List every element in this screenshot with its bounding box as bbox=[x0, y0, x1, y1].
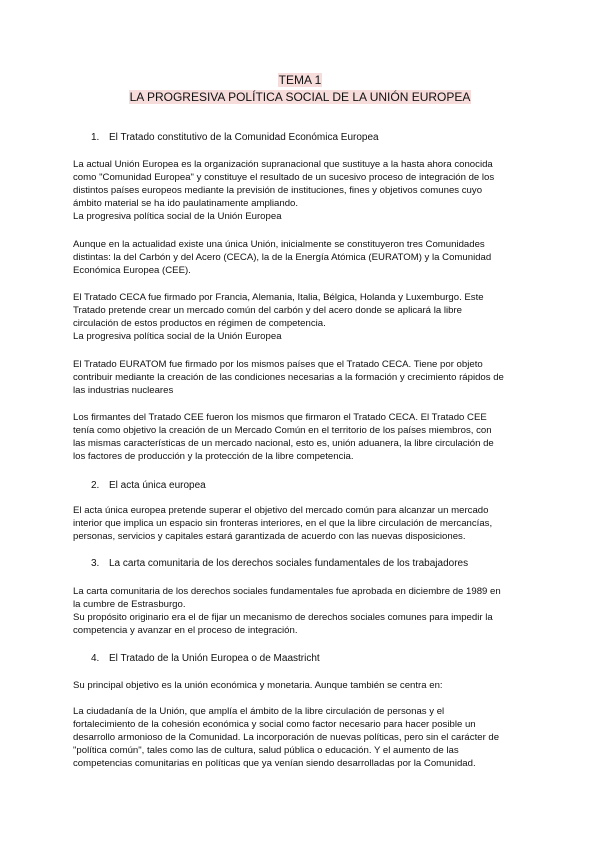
tema-label: TEMA 1 bbox=[278, 73, 322, 87]
text-line: distintas: la del Carbón y del Acero (CECA), la de la Energía Atómica (EURATOM) y la Comunidad bbox=[73, 252, 492, 263]
section-number: 4. bbox=[91, 653, 100, 664]
paragraph-7 bbox=[73, 585, 533, 637]
paragraph-4 bbox=[73, 358, 533, 397]
tema-heading bbox=[0, 72, 600, 88]
text-line: las mismas características de un mercado nacional, esto es, unión aduanera, la libre circulación de bbox=[73, 438, 494, 449]
section-title: El Tratado de la Unión Europea o de Maastricht bbox=[109, 653, 320, 664]
text-line: tenía como objetivo la creación de un Mercado Común en el territorio de los países miembros, con bbox=[73, 425, 492, 436]
section-title: El Tratado constitutivo de la Comunidad Económica Europea bbox=[109, 132, 379, 143]
paragraph-8 bbox=[73, 679, 533, 692]
section-number: 3. bbox=[91, 558, 100, 569]
text-line: las industrias nucleares bbox=[73, 385, 174, 396]
section-title: El acta única europea bbox=[109, 480, 206, 491]
section-heading-3 bbox=[91, 557, 468, 571]
text-line: La progresiva política social de la Unión Europea bbox=[73, 331, 282, 342]
text-line: Su propósito originario era el de fijar un mecanismo de derechos sociales comunes para impedir la bbox=[73, 612, 493, 623]
text-line: interior que implica un espacio sin fronteras interiores, en el que la libre circulación de mercancías, bbox=[73, 518, 493, 529]
text-line: distintos países europeos mediante la previsión de instituciones, fines y objetivos comunes cuyo bbox=[73, 185, 483, 196]
text-line: La carta comunitaria de los derechos sociales fundamentales fue aprobada en diciembre de 1989 en bbox=[73, 586, 501, 597]
text-line: desarrollo armonioso de la Comunidad. La incorporación de nuevas políticas, pero sin el carácter de bbox=[73, 732, 500, 743]
document-title-text: LA PROGRESIVA POLÍTICA SOCIAL DE LA UNIÓN EUROPEA bbox=[129, 90, 471, 104]
text-line: Tratado pretende crear un mercado común del carbón y del acero donde se aplicará la libre bbox=[73, 305, 462, 316]
section-heading-1 bbox=[91, 131, 379, 145]
text-line: La progresiva política social de la Unión Europea bbox=[73, 211, 282, 222]
paragraph-2 bbox=[73, 238, 533, 277]
paragraph-6 bbox=[73, 504, 533, 543]
text-line: "política común", tales como las de cultura, salud pública o educación. Y el aumento de las bbox=[73, 745, 459, 756]
paragraph-3 bbox=[73, 291, 533, 343]
section-title: La carta comunitaria de los derechos sociales fundamentales de los trabajadores bbox=[109, 558, 469, 569]
section-number: 2. bbox=[91, 480, 100, 491]
text-line: los factores de producción y la protección de la libre competencia. bbox=[73, 451, 354, 462]
text-line: La ciudadanía de la Unión, que amplía el ámbito de la libre circulación de personas y el bbox=[73, 706, 445, 717]
text-line: contribuir mediante la creación de las condiciones necesarias a la formación y crecimiento rápidos de bbox=[73, 372, 504, 383]
text-line: circulación de estos productos en régimen de competencia. bbox=[73, 318, 326, 329]
text-line: competencias comunitarias en políticas que ya venían siendo desarrolladas por la Comunidad. bbox=[73, 758, 476, 769]
paragraph-5 bbox=[73, 411, 533, 463]
paragraph-9 bbox=[73, 705, 533, 770]
document-title bbox=[0, 89, 600, 105]
text-line: Económica Europea (CEE). bbox=[73, 265, 191, 276]
text-line: El acta única europea pretende superar el objetivo del mercado común para alcanzar un mercado bbox=[73, 505, 489, 516]
text-line: fortalecimiento de la cohesión económica y social como factor necesario para hacer posible un bbox=[73, 719, 476, 730]
text-line: El Tratado CECA fue firmado por Francia, Alemania, Italia, Bélgica, Holanda y Luxemburgo. Este bbox=[73, 292, 484, 303]
text-line: Aunque en la actualidad existe una única Unión, inicialmente se constituyeron tres Comunidades bbox=[73, 239, 485, 250]
section-number: 1. bbox=[91, 132, 100, 143]
text-line: La actual Unión Europea es la organización supranacional que sustituye a la hasta ahora conocida bbox=[73, 159, 493, 170]
text-line: la cumbre de Estrasburgo. bbox=[73, 599, 186, 610]
text-line: como "Comunidad Europea" y constituye el resultado de un sucesivo proceso de integración de los bbox=[73, 172, 495, 183]
section-heading-4 bbox=[91, 652, 320, 666]
text-line: personas, servicios y capitales estará garantizada de acuerdo con las nuevas disposiciones. bbox=[73, 531, 466, 542]
paragraph-1 bbox=[73, 158, 533, 223]
text-line: ámbito material se ha ido paulatinamente ampliando. bbox=[73, 198, 299, 209]
section-heading-2 bbox=[91, 479, 206, 493]
text-line: El Tratado EURATOM fue firmado por los mismos países que el Tratado CECA. Tiene por objeto bbox=[73, 359, 483, 370]
text-line: Su principal objetivo es la unión económica y monetaria. Aunque también se centra en: bbox=[73, 680, 443, 691]
text-line: Los firmantes del Tratado CEE fueron los mismos que firmaron el Tratado CECA. El Tratado CEE bbox=[73, 412, 487, 423]
text-line: competencia y avanzar en el proceso de integración. bbox=[73, 625, 298, 636]
